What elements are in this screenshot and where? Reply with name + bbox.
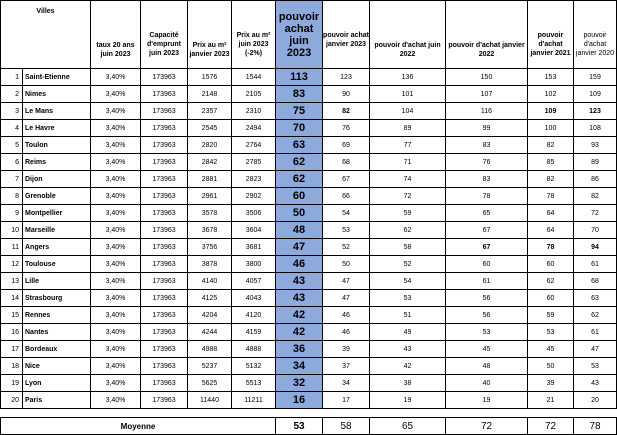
table-row	[1, 392, 617, 409]
prix-juin-cell: 3604	[232, 222, 276, 239]
row-index: 9	[1, 205, 23, 222]
pouvoir-janvier-2020-cell: 61	[574, 256, 617, 273]
pouvoir-juin-2022-cell: 51	[370, 307, 446, 324]
header-row	[1, 1, 617, 69]
header-capacite: Capacité d'emprunt juin 2023	[141, 1, 188, 69]
capacite-cell: 173963	[141, 341, 188, 358]
pouvoir-janvier-2021-cell: 60	[528, 290, 574, 307]
city-name: Saint-Etienne	[23, 69, 91, 86]
pouvoir-juin-2022-cell: 53	[370, 290, 446, 307]
prix-juin-cell: 3506	[232, 205, 276, 222]
city-name: Lille	[23, 273, 91, 290]
city-name: Bordeaux	[23, 341, 91, 358]
pouvoir-janvier-2023-cell: 67	[323, 171, 370, 188]
pouvoir-juin-2022-cell: 58	[370, 239, 446, 256]
city-name: Toulouse	[23, 256, 91, 273]
taux-cell: 3,40%	[91, 154, 141, 171]
pouvoir-janvier-2023-cell: 17	[323, 392, 370, 409]
pouvoir-janvier-2021-cell: 153	[528, 69, 574, 86]
city-name: Angers	[23, 239, 91, 256]
table-row	[1, 307, 617, 324]
taux-cell: 3,40%	[91, 273, 141, 290]
pouvoir-janvier-2022-cell: 76	[446, 154, 528, 171]
table-row	[1, 375, 617, 392]
pouvoir-janvier-2020-cell: 20	[574, 392, 617, 409]
row-index: 18	[1, 358, 23, 375]
table-row	[1, 273, 617, 290]
prix-janvier-cell: 4988	[188, 341, 232, 358]
pouvoir-janvier-2022-cell: 60	[446, 256, 528, 273]
header-pouvoir-janvier-2023: pouvoir achat janvier 2023	[323, 1, 370, 69]
table-row	[1, 154, 617, 171]
capacite-cell: 173963	[141, 256, 188, 273]
prix-juin-cell: 4057	[232, 273, 276, 290]
header-prix-janvier: Prix au m² janvier 2023	[188, 1, 232, 69]
pouvoir-janvier-2023-cell: 68	[323, 154, 370, 171]
pouvoir-janvier-2023-cell: 66	[323, 188, 370, 205]
prix-juin-cell: 4888	[232, 341, 276, 358]
prix-juin-cell: 5132	[232, 358, 276, 375]
table-row	[1, 358, 617, 375]
city-name: Grenoble	[23, 188, 91, 205]
prix-janvier-cell: 3756	[188, 239, 232, 256]
average-label: Moyenne	[1, 418, 276, 435]
pouvoir-janvier-2020-cell: 89	[574, 154, 617, 171]
prix-juin-cell: 3681	[232, 239, 276, 256]
pouvoir-juin-2022-cell: 72	[370, 188, 446, 205]
pouvoir-janvier-2023-cell: 50	[323, 256, 370, 273]
row-index: 2	[1, 86, 23, 103]
pouvoir-juin-2022-cell: 49	[370, 324, 446, 341]
pouvoir-janvier-2022-cell: 40	[446, 375, 528, 392]
pouvoir-janvier-2023-cell: 90	[323, 86, 370, 103]
row-index: 12	[1, 256, 23, 273]
pouvoir-janvier-2022-cell: 56	[446, 290, 528, 307]
pouvoir-janvier-2022-cell: 45	[446, 341, 528, 358]
capacite-cell: 173963	[141, 86, 188, 103]
pouvoir-janvier-2023-cell: 82	[323, 103, 370, 120]
taux-cell: 3,40%	[91, 86, 141, 103]
taux-cell: 3,40%	[91, 205, 141, 222]
row-index: 17	[1, 341, 23, 358]
pouvoir-janvier-2021-cell: 85	[528, 154, 574, 171]
pouvoir-juin-2023-cell: 62	[276, 171, 323, 188]
table-row	[1, 171, 617, 188]
prix-janvier-cell: 4125	[188, 290, 232, 307]
pouvoir-juin-2022-cell: 77	[370, 137, 446, 154]
taux-cell: 3,40%	[91, 256, 141, 273]
pouvoir-juin-2022-cell: 89	[370, 120, 446, 137]
pouvoir-juin-2023-cell: 42	[276, 307, 323, 324]
pouvoir-janvier-2020-cell: 123	[574, 103, 617, 120]
capacite-cell: 173963	[141, 222, 188, 239]
table-row	[1, 120, 617, 137]
header-pouvoir-juin-2023: pouvoir achat juin 2023	[276, 1, 323, 69]
pouvoir-janvier-2021-cell: 78	[528, 239, 574, 256]
table-row	[1, 222, 617, 239]
pouvoir-janvier-2023-cell: 54	[323, 205, 370, 222]
row-index: 3	[1, 103, 23, 120]
pouvoir-juin-2023-cell: 50	[276, 205, 323, 222]
pouvoir-janvier-2022-cell: 56	[446, 307, 528, 324]
average-pouvoir-janvier-2021: 72	[528, 418, 574, 435]
pouvoir-janvier-2021-cell: 50	[528, 358, 574, 375]
row-index: 6	[1, 154, 23, 171]
header-pouvoir-juin-2022: pouvoir d'achat juin 2022	[370, 1, 446, 69]
taux-cell: 3,40%	[91, 341, 141, 358]
pouvoir-janvier-2021-cell: 78	[528, 188, 574, 205]
pouvoir-janvier-2022-cell: 83	[446, 137, 528, 154]
row-index: 5	[1, 137, 23, 154]
pouvoir-janvier-2023-cell: 52	[323, 239, 370, 256]
prix-janvier-cell: 5237	[188, 358, 232, 375]
row-index: 15	[1, 307, 23, 324]
prix-janvier-cell: 3878	[188, 256, 232, 273]
pouvoir-juin-2022-cell: 71	[370, 154, 446, 171]
city-name: Rennes	[23, 307, 91, 324]
pouvoir-janvier-2022-cell: 83	[446, 171, 528, 188]
pouvoir-janvier-2021-cell: 62	[528, 273, 574, 290]
pouvoir-juin-2022-cell: 101	[370, 86, 446, 103]
prix-janvier-cell: 5625	[188, 375, 232, 392]
pouvoir-juin-2022-cell: 62	[370, 222, 446, 239]
pouvoir-janvier-2022-cell: 19	[446, 392, 528, 409]
average-pouvoir-janvier-2023: 58	[323, 418, 370, 435]
prix-juin-cell: 4159	[232, 324, 276, 341]
pouvoir-janvier-2023-cell: 47	[323, 273, 370, 290]
pouvoir-janvier-2023-cell: 39	[323, 341, 370, 358]
spacer-row	[1, 409, 617, 418]
pouvoir-janvier-2023-cell: 37	[323, 358, 370, 375]
city-name: Toulon	[23, 137, 91, 154]
row-index: 8	[1, 188, 23, 205]
pouvoir-janvier-2023-cell: 46	[323, 307, 370, 324]
taux-cell: 3,40%	[91, 120, 141, 137]
pouvoir-janvier-2021-cell: 82	[528, 137, 574, 154]
pouvoir-juin-2023-cell: 47	[276, 239, 323, 256]
header-villes: Villes	[1, 1, 91, 69]
prix-janvier-cell: 3678	[188, 222, 232, 239]
taux-cell: 3,40%	[91, 290, 141, 307]
taux-cell: 3,40%	[91, 239, 141, 256]
city-name: Nantes	[23, 324, 91, 341]
prix-janvier-cell: 2545	[188, 120, 232, 137]
pouvoir-juin-2023-cell: 32	[276, 375, 323, 392]
prix-janvier-cell: 4244	[188, 324, 232, 341]
pouvoir-janvier-2020-cell: 61	[574, 324, 617, 341]
city-name: Lyon	[23, 375, 91, 392]
prix-janvier-cell: 2961	[188, 188, 232, 205]
prix-juin-cell: 4120	[232, 307, 276, 324]
pouvoir-janvier-2021-cell: 109	[528, 103, 574, 120]
average-pouvoir-juin-2023: 53	[276, 418, 323, 435]
pouvoir-janvier-2022-cell: 107	[446, 86, 528, 103]
row-index: 20	[1, 392, 23, 409]
pouvoir-juin-2023-cell: 113	[276, 69, 323, 86]
capacite-cell: 173963	[141, 324, 188, 341]
city-name: Nice	[23, 358, 91, 375]
taux-cell: 3,40%	[91, 324, 141, 341]
pouvoir-juin-2023-cell: 42	[276, 324, 323, 341]
row-index: 7	[1, 171, 23, 188]
pouvoir-janvier-2020-cell: 62	[574, 307, 617, 324]
table-row	[1, 341, 617, 358]
pouvoir-juin-2023-cell: 46	[276, 256, 323, 273]
capacite-cell: 173963	[141, 307, 188, 324]
pouvoir-janvier-2020-cell: 82	[574, 188, 617, 205]
row-index: 14	[1, 290, 23, 307]
pouvoir-janvier-2023-cell: 53	[323, 222, 370, 239]
row-index: 4	[1, 120, 23, 137]
pouvoir-juin-2022-cell: 74	[370, 171, 446, 188]
pouvoir-janvier-2021-cell: 64	[528, 222, 574, 239]
pouvoir-janvier-2022-cell: 150	[446, 69, 528, 86]
prix-janvier-cell: 1576	[188, 69, 232, 86]
pouvoir-janvier-2021-cell: 102	[528, 86, 574, 103]
pouvoir-janvier-2020-cell: 159	[574, 69, 617, 86]
prix-juin-cell: 2785	[232, 154, 276, 171]
pouvoir-janvier-2023-cell: 46	[323, 324, 370, 341]
capacite-cell: 173963	[141, 188, 188, 205]
header-taux: taux 20 ans juin 2023	[91, 1, 141, 69]
header-pouvoir-janvier-2021: pouvoir d'achat janvier 2021	[528, 1, 574, 69]
pouvoir-janvier-2023-cell: 123	[323, 69, 370, 86]
pouvoir-janvier-2021-cell: 39	[528, 375, 574, 392]
prix-janvier-cell: 3578	[188, 205, 232, 222]
pouvoir-juin-2022-cell: 59	[370, 205, 446, 222]
pouvoir-juin-2022-cell: 104	[370, 103, 446, 120]
prix-juin-cell: 2823	[232, 171, 276, 188]
pouvoir-janvier-2021-cell: 60	[528, 256, 574, 273]
city-name: Strasbourg	[23, 290, 91, 307]
pouvoir-janvier-2020-cell: 43	[574, 375, 617, 392]
average-pouvoir-janvier-2020: 78	[574, 418, 617, 435]
prix-juin-cell: 11211	[232, 392, 276, 409]
city-name: Reims	[23, 154, 91, 171]
pouvoir-janvier-2020-cell: 72	[574, 205, 617, 222]
row-index: 16	[1, 324, 23, 341]
pouvoir-janvier-2020-cell: 86	[574, 171, 617, 188]
city-name: Dijon	[23, 171, 91, 188]
capacite-cell: 173963	[141, 137, 188, 154]
average-pouvoir-juin-2022: 65	[370, 418, 446, 435]
pouvoir-juin-2023-cell: 75	[276, 103, 323, 120]
table-row	[1, 256, 617, 273]
pouvoir-juin-2022-cell: 54	[370, 273, 446, 290]
pouvoir-janvier-2020-cell: 93	[574, 137, 617, 154]
pouvoir-janvier-2021-cell: 100	[528, 120, 574, 137]
pouvoir-janvier-2022-cell: 116	[446, 103, 528, 120]
pouvoir-janvier-2022-cell: 48	[446, 358, 528, 375]
prix-janvier-cell: 4204	[188, 307, 232, 324]
pouvoir-juin-2023-cell: 43	[276, 273, 323, 290]
pouvoir-juin-2023-cell: 48	[276, 222, 323, 239]
taux-cell: 3,40%	[91, 171, 141, 188]
pouvoir-juin-2023-cell: 62	[276, 154, 323, 171]
pouvoir-janvier-2020-cell: 109	[574, 86, 617, 103]
pouvoir-janvier-2023-cell: 34	[323, 375, 370, 392]
pouvoir-juin-2022-cell: 136	[370, 69, 446, 86]
taux-cell: 3,40%	[91, 137, 141, 154]
header-prix-juin: Prix au m² juin 2023 (-2%)	[232, 1, 276, 69]
header-pouvoir-janvier-2022: pouvoir d'achat janvier 2022	[446, 1, 528, 69]
pouvoir-juin-2023-cell: 60	[276, 188, 323, 205]
average-pouvoir-janvier-2022: 72	[446, 418, 528, 435]
pouvoir-janvier-2022-cell: 61	[446, 273, 528, 290]
pouvoir-janvier-2020-cell: 68	[574, 273, 617, 290]
prix-juin-cell: 5513	[232, 375, 276, 392]
pouvoir-janvier-2022-cell: 67	[446, 222, 528, 239]
row-index: 1	[1, 69, 23, 86]
capacite-cell: 173963	[141, 154, 188, 171]
table-row	[1, 324, 617, 341]
pouvoir-janvier-2021-cell: 59	[528, 307, 574, 324]
pouvoir-juin-2023-cell: 70	[276, 120, 323, 137]
pouvoir-juin-2022-cell: 42	[370, 358, 446, 375]
capacite-cell: 173963	[141, 375, 188, 392]
prix-juin-cell: 1544	[232, 69, 276, 86]
pouvoir-juin-2022-cell: 52	[370, 256, 446, 273]
capacite-cell: 173963	[141, 290, 188, 307]
pouvoir-janvier-2022-cell: 67	[446, 239, 528, 256]
prix-janvier-cell: 4140	[188, 273, 232, 290]
prix-juin-cell: 4043	[232, 290, 276, 307]
pouvoir-janvier-2023-cell: 76	[323, 120, 370, 137]
city-name: Le Mans	[23, 103, 91, 120]
pouvoir-janvier-2022-cell: 65	[446, 205, 528, 222]
city-name: Marseille	[23, 222, 91, 239]
table-row	[1, 103, 617, 120]
table-row	[1, 137, 617, 154]
pouvoir-janvier-2021-cell: 53	[528, 324, 574, 341]
pouvoir-juin-2023-cell: 34	[276, 358, 323, 375]
prix-janvier-cell: 2842	[188, 154, 232, 171]
row-index: 19	[1, 375, 23, 392]
pouvoir-janvier-2022-cell: 99	[446, 120, 528, 137]
pouvoir-juin-2022-cell: 19	[370, 392, 446, 409]
taux-cell: 3,40%	[91, 222, 141, 239]
table-row	[1, 239, 617, 256]
pouvoir-juin-2022-cell: 43	[370, 341, 446, 358]
capacite-cell: 173963	[141, 392, 188, 409]
pouvoir-juin-2023-cell: 83	[276, 86, 323, 103]
capacite-cell: 173963	[141, 205, 188, 222]
pouvoir-janvier-2021-cell: 21	[528, 392, 574, 409]
pouvoir-janvier-2020-cell: 70	[574, 222, 617, 239]
capacite-cell: 173963	[141, 273, 188, 290]
pouvoir-janvier-2021-cell: 64	[528, 205, 574, 222]
pouvoir-juin-2023-cell: 16	[276, 392, 323, 409]
table-row	[1, 205, 617, 222]
pouvoir-janvier-2020-cell: 108	[574, 120, 617, 137]
table-row	[1, 188, 617, 205]
capacite-cell: 173963	[141, 171, 188, 188]
prix-janvier-cell: 2357	[188, 103, 232, 120]
pouvoir-janvier-2020-cell: 53	[574, 358, 617, 375]
taux-cell: 3,40%	[91, 358, 141, 375]
pouvoir-janvier-2022-cell: 78	[446, 188, 528, 205]
pouvoir-juin-2023-cell: 63	[276, 137, 323, 154]
taux-cell: 3,40%	[91, 188, 141, 205]
row-index: 10	[1, 222, 23, 239]
capacite-cell: 173963	[141, 69, 188, 86]
pouvoir-juin-2023-cell: 43	[276, 290, 323, 307]
capacite-cell: 173963	[141, 358, 188, 375]
average-row	[1, 418, 617, 435]
city-name: Paris	[23, 392, 91, 409]
row-index: 13	[1, 273, 23, 290]
pouvoir-janvier-2023-cell: 47	[323, 290, 370, 307]
prix-janvier-cell: 2820	[188, 137, 232, 154]
table-row	[1, 290, 617, 307]
city-name: Montpellier	[23, 205, 91, 222]
taux-cell: 3,40%	[91, 307, 141, 324]
row-index: 11	[1, 239, 23, 256]
pouvoir-juin-2023-cell: 36	[276, 341, 323, 358]
pouvoir-janvier-2022-cell: 53	[446, 324, 528, 341]
taux-cell: 3,40%	[91, 69, 141, 86]
city-name: Nimes	[23, 86, 91, 103]
capacite-cell: 173963	[141, 120, 188, 137]
taux-cell: 3,40%	[91, 103, 141, 120]
prix-juin-cell: 2105	[232, 86, 276, 103]
pouvoir-janvier-2021-cell: 45	[528, 341, 574, 358]
header-pouvoir-janvier-2020: pouvoir d'achat janvier 2020	[574, 1, 617, 69]
prix-janvier-cell: 2148	[188, 86, 232, 103]
table-row	[1, 69, 617, 86]
taux-cell: 3,40%	[91, 392, 141, 409]
prix-juin-cell: 2902	[232, 188, 276, 205]
table-row	[1, 86, 617, 103]
prix-janvier-cell: 2881	[188, 171, 232, 188]
prix-juin-cell: 3800	[232, 256, 276, 273]
pouvoir-juin-2022-cell: 38	[370, 375, 446, 392]
prix-janvier-cell: 11440	[188, 392, 232, 409]
prix-juin-cell: 2494	[232, 120, 276, 137]
pouvoir-janvier-2023-cell: 69	[323, 137, 370, 154]
pouvoir-janvier-2020-cell: 47	[574, 341, 617, 358]
taux-cell: 3,40%	[91, 375, 141, 392]
capacite-cell: 173963	[141, 103, 188, 120]
prix-juin-cell: 2310	[232, 103, 276, 120]
capacite-cell: 173963	[141, 239, 188, 256]
pouvoir-janvier-2021-cell: 82	[528, 171, 574, 188]
prix-juin-cell: 2764	[232, 137, 276, 154]
pouvoir-janvier-2020-cell: 94	[574, 239, 617, 256]
city-name: Le Havre	[23, 120, 91, 137]
pouvoir-janvier-2020-cell: 63	[574, 290, 617, 307]
